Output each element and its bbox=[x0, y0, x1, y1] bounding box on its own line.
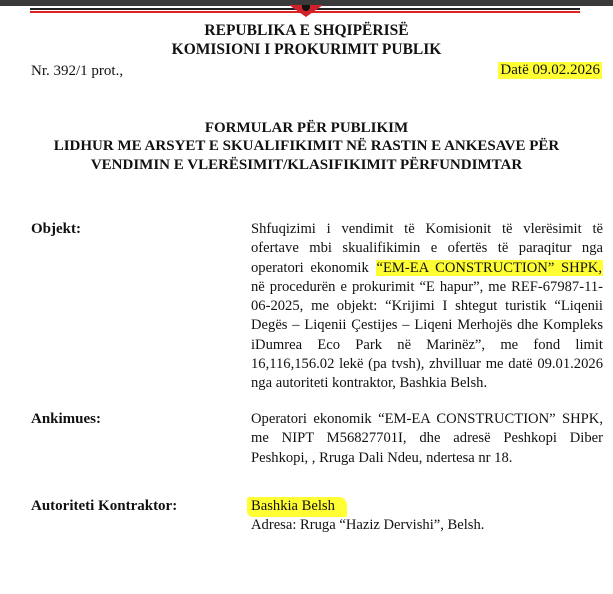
ankimues-value: Operatori ekonomik “EM-EA CONSTRUCTION” SHPK, me NIPT M56827701I, dhe adresë Peshkopi Diber Peshkopi, , Rruga Dali Ndeu, ndertesa nr 18. bbox=[251, 411, 603, 466]
document-date: Datë 09.02.2026 bbox=[500, 62, 600, 78]
title-line-2: LIDHUR ME ARSYET E SKUALIFIKIMIT NË RASTIN E ANKESAVE PËR bbox=[53, 138, 560, 154]
autoriteti-address: Adresa: Rruga “Haziz Dervishi”, Belsh. bbox=[251, 517, 485, 534]
autoriteti-name: Bashkia Belsh bbox=[247, 497, 347, 517]
header-commission: KOMISIONI I PROKURIMIT PUBLIK bbox=[171, 41, 442, 58]
objekt-text-after: në procedurën e prokurimit “E hapur”, me REF-67987-11-06-2025, me objekt: “Krijimi I shtegut turistik “Liqenii Degës – Liqenii Çestijes – Liqeni Merhojës dhe Kompleks iDumrea Eco Park në Marinëz”, me fond limit 16,116,156.02 lekë (pa tvsh), zhvilluar me datë 09.01.2026 nga autoriteti kontraktor, Bashkia Belsh. bbox=[251, 278, 603, 392]
autoriteti-label: Autoriteti Kontraktor: bbox=[31, 498, 178, 514]
header-republic: REPUBLIKA E SHQIPËRISË bbox=[204, 22, 409, 39]
ankimues-label: Ankimues: bbox=[31, 411, 102, 427]
objekt-label: Objekt: bbox=[31, 221, 81, 237]
objekt-highlighted-operator: “EM-EA CONSTRUCTION” SHPK, bbox=[376, 259, 602, 276]
objekt-value bbox=[251, 220, 603, 394]
protocol-number: Nr. 392/1 prot., bbox=[31, 63, 124, 79]
title-line-1: FORMULAR PËR PUBLIKIM bbox=[204, 120, 409, 136]
autoriteti-value bbox=[251, 497, 603, 536]
title-line-3: VENDIMIN E VLERËSIMIT/KLASIFIKIMIT PËRFUNDIMTAR bbox=[90, 157, 523, 173]
objekt-text-before: Shfuqizimi i vendimit të Komisionit të vlerësimit të ofertave mbi skualifikimin e ofertës të paraqitur nga operatori ekonomik bbox=[251, 221, 603, 276]
